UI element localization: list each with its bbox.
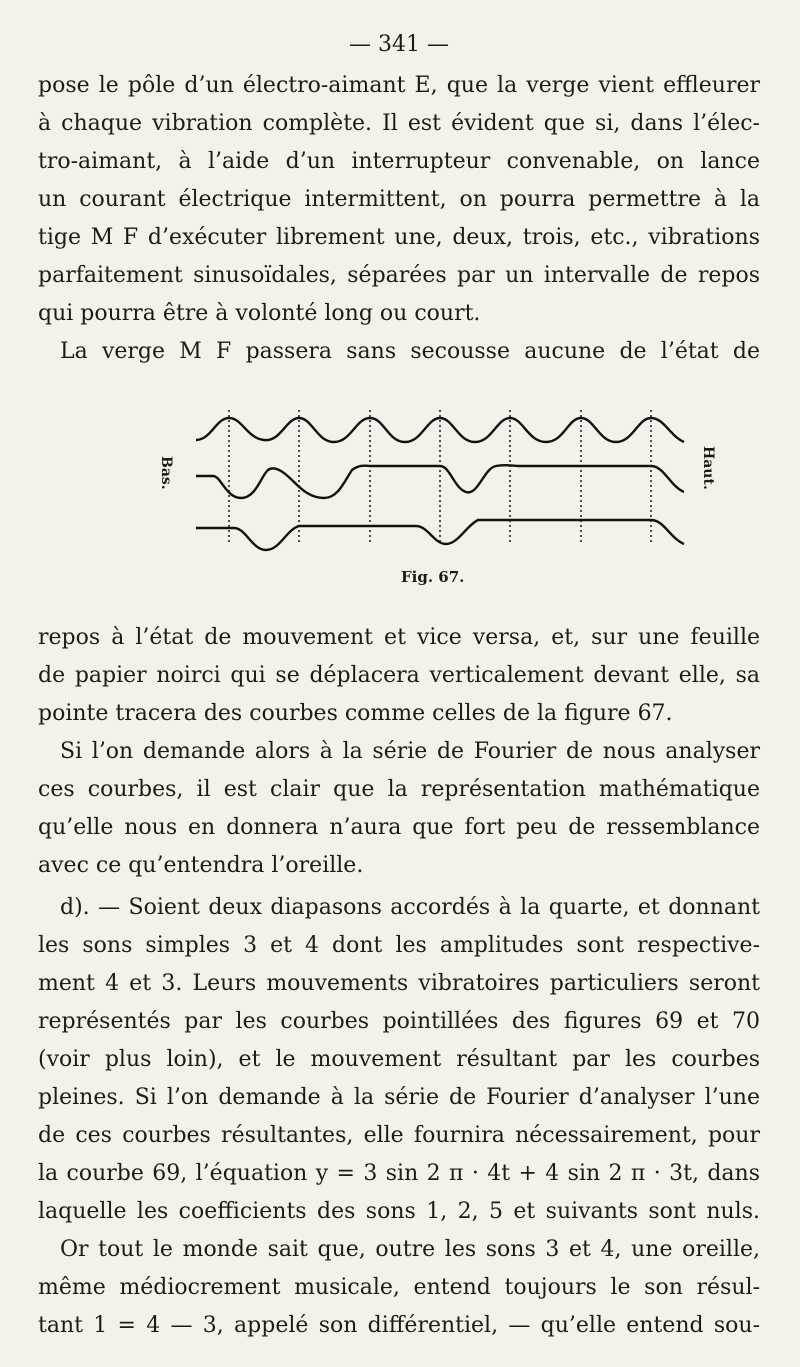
figure-caption: Fig. 67. [401, 568, 465, 586]
label-bas: Bas. [158, 456, 174, 490]
text-line: repos à l’état de mouvement et vice versa, et, sur une feuille [38, 625, 760, 650]
text-line: un courant électrique intermittent, on pourra permettre à la [38, 187, 760, 212]
text-line: à chaque vibration complète. Il est évident que si, dans l’élec- [38, 111, 760, 136]
text-line: pose le pôle d’un électro-aimant E, que la verge vient effleurer [38, 73, 760, 98]
text-line: qui pourra être à volonté long ou court. [38, 301, 481, 326]
text-line: de ces courbes résultantes, elle fournira nécessairement, pour [38, 1123, 760, 1148]
text-line: les sons simples 3 et 4 dont les amplitudes sont respective- [38, 933, 760, 958]
text-line: tant 1 = 4 — 3, appelé son différentiel, — qu’elle entend sou- [38, 1313, 760, 1338]
text-line: Si l’on demande alors à la série de Fourier de nous analyser [60, 739, 760, 764]
text-line: parfaitement sinusoïdales, séparées par un intervalle de repos [38, 263, 760, 288]
text-line: ces courbes, il est clair que la représentation mathématique [38, 777, 760, 802]
text-line: La verge M F passera sans secousse aucune de l’état de [60, 339, 760, 364]
figure-67 [116, 398, 736, 598]
text-line: tige M F d’exécuter librement une, deux, trois, etc., vibrations [38, 225, 760, 250]
text-line: d). — Soient deux diapasons accordés à la quarte, et donnant [60, 895, 760, 920]
waveform-diagram [116, 398, 736, 568]
page-number: — 341 — [349, 32, 449, 57]
text-line: pointe tracera des courbes comme celles de la figure 67. [38, 701, 673, 726]
text-line: représentés par les courbes pointillées des figures 69 et 70 [38, 1009, 760, 1034]
text-line: même médiocrement musicale, entend toujours le son résul- [38, 1275, 760, 1300]
text-line: avec ce qu’entendra l’oreille. [38, 853, 364, 878]
text-line: (voir plus loin), et le mouvement résultant par les courbes [38, 1047, 760, 1072]
text-line: la courbe 69, l’équation y = 3 sin 2 π · 4t + 4 sin 2 π · 3t, dans [38, 1161, 760, 1186]
text-line: pleines. Si l’on demande à la série de Fourier d’analyser l’une [38, 1085, 760, 1110]
text-line: laquelle les coefficients des sons 1, 2, 5 et suivants sont nuls. [38, 1199, 760, 1224]
label-haut: Haut. [700, 446, 716, 490]
text-line: tro-aimant, à l’aide d’un interrupteur convenable, on lance [38, 149, 760, 174]
text-line: Or tout le monde sait que, outre les sons 3 et 4, une oreille, [60, 1237, 760, 1262]
text-line: qu’elle nous en donnera n’aura que fort peu de ressemblance [38, 815, 760, 840]
text-line: ment 4 et 3. Leurs mouvements vibratoires particuliers seront [38, 971, 760, 996]
text-line: de papier noirci qui se déplacera verticalement devant elle, sa [38, 663, 760, 688]
